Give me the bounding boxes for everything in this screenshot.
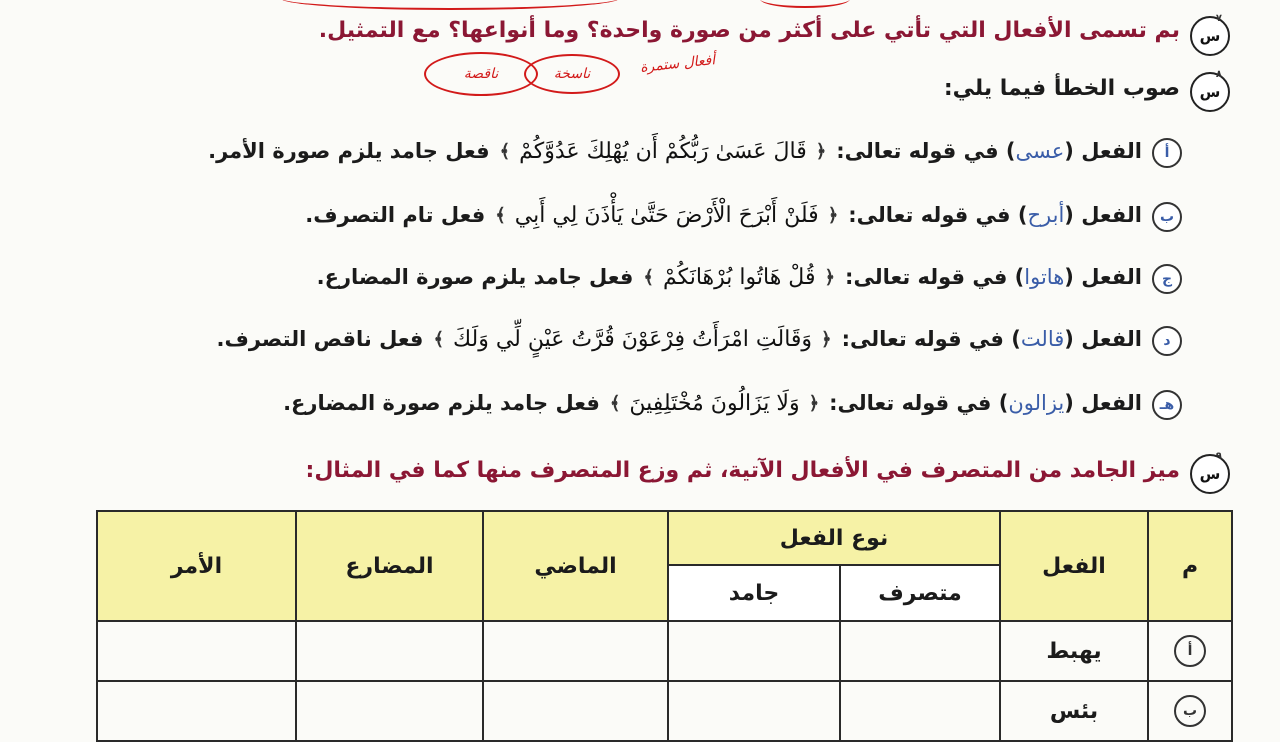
item-d-badge	[1152, 326, 1182, 356]
item-a	[208, 131, 1142, 171]
ornament-close-icon: ﴾	[609, 392, 621, 414]
item-a-prefix: الفعل (	[1064, 139, 1142, 163]
ornament-open-icon: ﴿	[821, 328, 832, 350]
question-8-badge-letter: س	[1199, 83, 1221, 101]
item-e-letter: هـ	[1159, 397, 1175, 413]
item-a-verse: قَالَ عَسَىٰ رَبُّكُمْ أَن يُهْلِكَ عَدُوَّكُمْ	[519, 138, 807, 164]
row-past-cell[interactable]	[483, 621, 668, 681]
header-rigid: جامد	[668, 565, 840, 621]
row-verb-cell: بئس	[1000, 681, 1148, 741]
question-8-number: ٨	[1215, 69, 1222, 80]
item-e-badge	[1152, 390, 1182, 420]
item-b-letter: ب	[1159, 209, 1175, 225]
table-row	[97, 621, 1232, 681]
header-present: المضارع	[296, 511, 483, 621]
row-num-cell	[1148, 681, 1232, 741]
item-d-letter: د	[1163, 333, 1171, 349]
item-e-verse: وَلَا يَزَالُونَ مُخْتَلِفِينَ	[629, 390, 800, 416]
handwriting-oval-1-text: ناسخة	[553, 66, 591, 82]
item-a-middle: ) في قوله تعالى:	[836, 139, 1016, 163]
row-verb-cell: يهبط	[1000, 621, 1148, 681]
item-e	[283, 383, 1142, 423]
row-inflected-cell[interactable]	[840, 621, 1000, 681]
row-num-cell	[1148, 621, 1232, 681]
row-rigid-cell[interactable]	[668, 681, 840, 741]
item-c-badge	[1152, 264, 1182, 294]
item-c-letter: ج	[1161, 271, 1173, 287]
ornament-close-icon: ﴾	[643, 266, 654, 288]
row-past-cell[interactable]	[483, 681, 668, 741]
item-d	[217, 319, 1143, 359]
item-e-middle: ) في قوله تعالى:	[829, 391, 1009, 415]
row-present-cell[interactable]	[296, 681, 483, 741]
ornament-close-icon: ﴾	[433, 328, 444, 350]
handwriting-scribble-top-right	[760, 0, 850, 8]
ornament-open-icon: ﴿	[808, 392, 820, 414]
header-inflected: متصرف	[840, 565, 1000, 621]
row-num-badge: أ	[1174, 635, 1206, 667]
item-b-badge	[1152, 202, 1182, 232]
table-row	[97, 681, 1232, 741]
verbs-table	[96, 510, 1233, 742]
item-d-verb: قالت	[1020, 327, 1065, 351]
question-7-badge	[1190, 13, 1230, 56]
question-7-badge-letter: س	[1199, 27, 1221, 45]
question-9-text: ميز الجامد من المتصرف في الأفعال الآتية، ثم وزع المتصرف منها كما في المثال:	[305, 458, 1180, 483]
question-9-badge	[1190, 451, 1230, 494]
item-c	[317, 257, 1142, 297]
item-e-prefix: الفعل (	[1064, 391, 1142, 415]
question-9-number: ٩	[1215, 451, 1222, 462]
ornament-open-icon: ﴿	[824, 266, 836, 288]
header-num: م	[1148, 511, 1232, 621]
header-verb-type: نوع الفعل	[668, 511, 1000, 565]
handwriting-oval-1	[524, 54, 620, 94]
row-num-badge: ب	[1174, 695, 1206, 727]
item-a-letter: أ	[1164, 145, 1170, 161]
item-b-prefix: الفعل (	[1064, 203, 1142, 227]
row-imperative-cell[interactable]	[97, 681, 296, 741]
ornament-open-icon: ﴿	[827, 204, 839, 226]
row-inflected-cell[interactable]	[840, 681, 1000, 741]
item-d-middle: ) في قوله تعالى:	[841, 327, 1021, 351]
item-c-verb: هاتوا	[1024, 265, 1065, 289]
item-c-suffix: فعل جامد يلزم صورة المضارع.	[316, 265, 634, 289]
item-c-prefix: الفعل (	[1064, 265, 1142, 289]
item-a-verb: عسى	[1015, 139, 1065, 163]
item-b-verb: أبرح	[1027, 203, 1065, 227]
question-9-badge-letter: س	[1199, 465, 1221, 483]
item-c-verse: قُلْ هَاتُوا بُرْهَانَكُمْ	[662, 264, 816, 290]
item-e-suffix: فعل جامد يلزم صورة المضارع.	[283, 391, 600, 415]
question-7-text: بم تسمى الأفعال التي تأتي على أكثر من صورة واحدة؟ وما أنواعها؟ مع التمثيل.	[318, 18, 1180, 43]
item-d-prefix: الفعل (	[1064, 327, 1142, 351]
item-c-middle: ) في قوله تعالى:	[845, 265, 1025, 289]
handwriting-scribble-top	[280, 0, 620, 10]
question-8-badge	[1190, 69, 1230, 112]
item-a-suffix: فعل جامد يلزم صورة الأمر.	[208, 139, 490, 163]
row-present-cell[interactable]	[296, 621, 483, 681]
row-imperative-cell[interactable]	[97, 621, 296, 681]
handwriting-note: أفعال ستمرة	[639, 52, 716, 76]
item-a-badge	[1152, 138, 1182, 168]
ornament-close-icon: ﴾	[495, 204, 506, 226]
item-e-verb: يزالون	[1008, 391, 1065, 415]
ornament-close-icon: ﴾	[499, 140, 511, 162]
handwriting-oval-2-text: ناقصة	[463, 66, 499, 82]
question-7-number: ٧	[1215, 13, 1222, 24]
item-b-suffix: فعل تام التصرف.	[305, 203, 486, 227]
item-b	[305, 195, 1142, 235]
item-b-middle: ) في قوله تعالى:	[848, 203, 1028, 227]
item-d-verse: وَقَالَتِ امْرَأَتُ فِرْعَوْنَ قُرَّتُ عَيْنٍ لِّي وَلَكَ	[452, 326, 813, 352]
row-rigid-cell[interactable]	[668, 621, 840, 681]
question-8-text: صوب الخطأ فيما يلي:	[943, 76, 1180, 101]
header-imperative: الأمر	[97, 511, 296, 621]
header-past: الماضي	[483, 511, 668, 621]
header-verb: الفعل	[1000, 511, 1148, 621]
item-d-suffix: فعل ناقص التصرف.	[216, 327, 424, 351]
handwriting-oval-2	[424, 52, 538, 96]
item-b-verse: فَلَنْ أَبْرَحَ الْأَرْضَ حَتَّىٰ يَأْذَنَ لِي أَبِي	[514, 202, 819, 228]
ornament-open-icon: ﴿	[815, 140, 827, 162]
